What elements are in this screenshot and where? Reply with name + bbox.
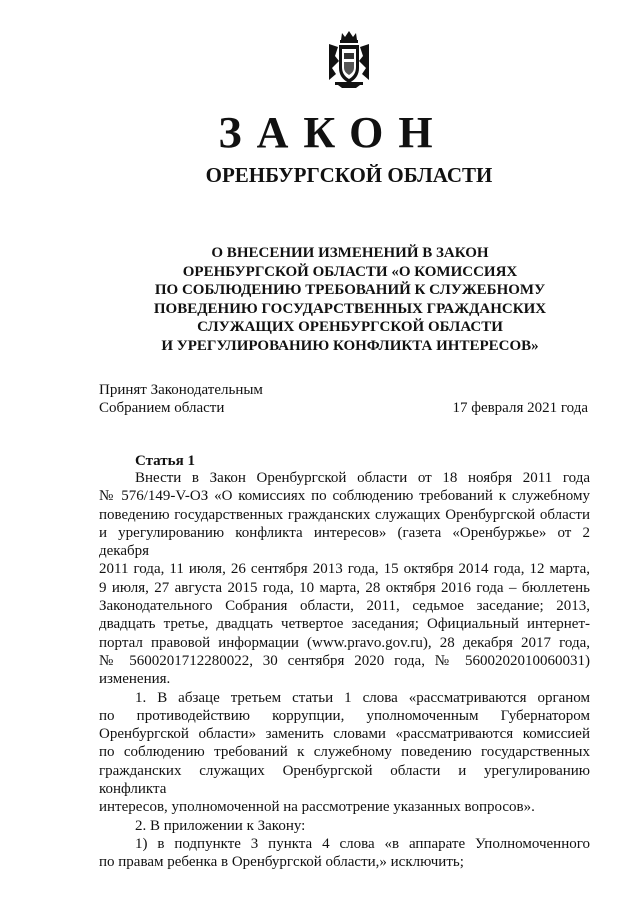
body-line: изменения. xyxy=(99,671,171,688)
body-line: 1) в подпункте 3 пункта 4 слова «в аппарате Уполномоченного xyxy=(135,835,590,852)
body-line: по противодействию коррупции, уполномоченным Губернатором xyxy=(99,707,590,724)
adoption-info xyxy=(99,381,263,417)
coat-of-arms-emblem xyxy=(326,30,372,88)
body-line: № 576/149-V-ОЗ «О комиссиях по соблюдению требований к служебному xyxy=(99,488,590,505)
body-line: гражданских служащих Оренбургской области и урегулированию конфликта xyxy=(99,762,590,798)
body-line: двадцать третье, двадцать четвертое заседания; Официальный интернет- xyxy=(99,616,590,633)
body-line: 1. В абзаце третьем статьи 1 слова «рассматриваются органом xyxy=(135,689,590,706)
body-line: портал правовой информации (www.pravo.gov.ru), 28 декабря 2017 года, xyxy=(99,634,590,651)
subject-line: О ВНЕСЕНИИ ИЗМЕНЕНИЙ В ЗАКОН xyxy=(211,245,489,261)
body-line: и урегулированию конфликта интересов» (газета «Оренбуржье» от 2 декабря xyxy=(99,524,590,560)
body-line: интересов, уполномоченной на рассмотрение указанных вопросов». xyxy=(99,799,535,816)
subject-line: СЛУЖАЩИХ ОРЕНБУРГСКОЙ ОБЛАСТИ xyxy=(197,319,503,336)
subject-line: ПО СОБЛЮДЕНИЮ ТРЕБОВАНИЙ К СЛУЖЕБНОМУ xyxy=(154,282,546,299)
body-line: Оренбургской области» заменить словами «рассматриваются комиссией xyxy=(99,726,590,743)
subject-line: ПОВЕДЕНИЮ ГОСУДАРСТВЕННЫХ ГРАЖДАНСКИХ xyxy=(153,300,547,317)
adoption-line: Принят Законодательным xyxy=(99,382,263,398)
body-line: Законодательного Собрания области, 2011, седьмое заседание; 2013, xyxy=(99,598,590,615)
article-body xyxy=(99,469,590,872)
adoption-date: 17 февраля 2021 года xyxy=(452,400,588,416)
body-line: 2. В приложении к Закону: xyxy=(135,817,306,834)
region-title: ОРЕНБУРГСКОЙ ОБЛАСТИ xyxy=(205,163,493,187)
body-line: по правам ребенка в Оренбургской области,» исключить; xyxy=(99,854,464,871)
body-line: поведению государственных гражданских служащих Оренбургской области xyxy=(99,506,590,523)
body-line: Внести в Закон Оренбургской области от 18 ноября 2011 года xyxy=(135,470,590,486)
body-line: № 5600201712280022, 30 сентября 2020 года, № 5600202010060031) xyxy=(99,652,590,669)
law-title: ЗАКОН xyxy=(218,108,448,157)
body-line: по соблюдению требований к служебному поведению государственных xyxy=(99,744,590,761)
body-line: 2011 года, 11 июля, 26 сентября 2013 года, 15 октября 2014 года, 12 марта, xyxy=(99,561,590,578)
adoption-line: Собранием области xyxy=(99,400,225,416)
subject-line: И УРЕГУЛИРОВАНИЮ КОНФЛИКТА ИНТЕРЕСОВ» xyxy=(161,337,539,354)
subject-line: ОРЕНБУРГСКОЙ ОБЛАСТИ «О КОМИССИЯХ xyxy=(182,263,518,280)
body-line: 9 июля, 27 августа 2015 года, 10 марта, 28 октября 2016 года – бюллетень xyxy=(99,579,590,596)
law-subject xyxy=(150,244,550,356)
article-title: Статья 1 xyxy=(135,453,195,469)
